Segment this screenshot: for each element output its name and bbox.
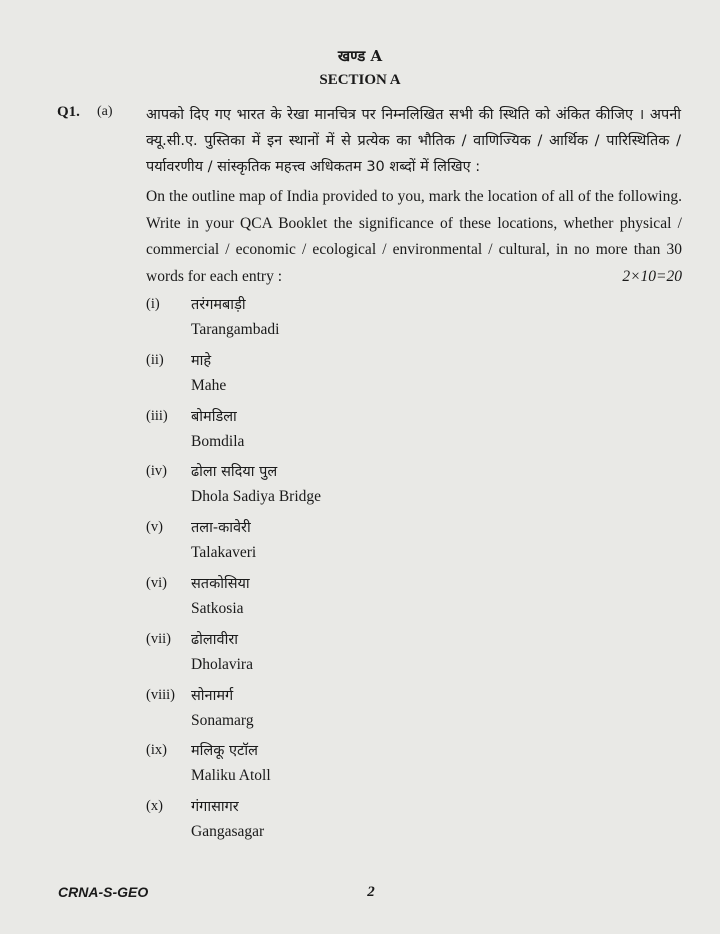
item-number: (i) (146, 296, 160, 312)
item-name-english: Tarangambadi (191, 321, 280, 338)
item-name-hindi: माहे (191, 352, 212, 369)
item-number: (ii) (146, 351, 164, 368)
item-number: (viii) (146, 686, 175, 703)
item-name-hindi: ढोलावीरा (191, 631, 239, 648)
list-item (146, 292, 646, 348)
item-number: (vii) (146, 630, 171, 647)
item-name-english: Mahe (191, 376, 227, 394)
marks-allocation: 2×10=20 (622, 267, 682, 285)
item-number: (iii) (146, 407, 168, 424)
question-text-hindi: आपको दिए गए भारत के रेखा मानचित्र पर निम्नलिखित सभी की स्थिति को अंकित कीजिए । अपनी क्यू.सी.ए. पुस्तिका में इन स्थानों में से प्रत्येक का भौतिक / वाणिज्यिक / आर्थिक / पारिस्थितिक / पर्यावरणीय / सांस्कृतिक महत्त्व अधिकतम 30 शब्दों में लिखिए : (146, 107, 681, 175)
item-name-hindi: बोमडिला (191, 408, 237, 425)
item-name-hindi: सोनामर्ग (191, 687, 234, 704)
location-list (146, 292, 646, 850)
item-number: (vi) (146, 574, 167, 591)
section-title-english: SECTION A (319, 72, 401, 88)
list-item (146, 348, 646, 404)
item-name-english: Maliku Atoll (191, 767, 271, 785)
item-name-english: Dhola Sadiya Bridge (191, 488, 322, 506)
list-item (146, 794, 646, 850)
item-name-hindi: सतकोसिया (191, 575, 250, 592)
question-text-english-body: On the outline map of India provided to you, mark the location of all of the following. Write in your QCA Booklet the significance of these locations, whether physical / commercial / economic / ecological / environmental / cultural, in no more than 30 words for each entry : (146, 188, 682, 285)
list-item (146, 515, 646, 571)
item-name-hindi: ढोला सदिया पुल (191, 464, 278, 481)
item-name-english: Satkosia (191, 599, 244, 617)
item-name-hindi: मलिकू एटॉल (191, 743, 258, 760)
item-name-hindi: तला-कावेरी (191, 520, 251, 537)
list-item (146, 459, 646, 515)
page-number: 2 (367, 884, 375, 900)
question-text-english (146, 184, 682, 290)
question-number: Q1. (57, 104, 80, 120)
list-item (146, 404, 646, 460)
item-number: (x) (146, 798, 163, 815)
list-item (146, 571, 646, 627)
list-item (146, 683, 646, 739)
item-name-english: Gangasagar (191, 823, 265, 841)
item-name-english: Talakaveri (191, 544, 257, 562)
item-name-english: Sonamarg (191, 711, 254, 729)
item-name-english: Dholavira (191, 655, 253, 673)
item-name-english: Bomdila (191, 432, 245, 450)
item-number: (ix) (146, 742, 167, 759)
item-number: (v) (146, 519, 163, 536)
section-title-hindi: खण्ड A (337, 47, 383, 65)
list-item (146, 627, 646, 683)
item-number: (iv) (146, 463, 167, 480)
item-name-hindi: तरंगमबाड़ी (191, 297, 246, 313)
item-name-hindi: गंगासागर (191, 799, 239, 816)
list-item (146, 738, 646, 794)
question-sub-part: (a) (97, 104, 113, 119)
paper-code: CRNA-S-GEO (58, 884, 149, 900)
